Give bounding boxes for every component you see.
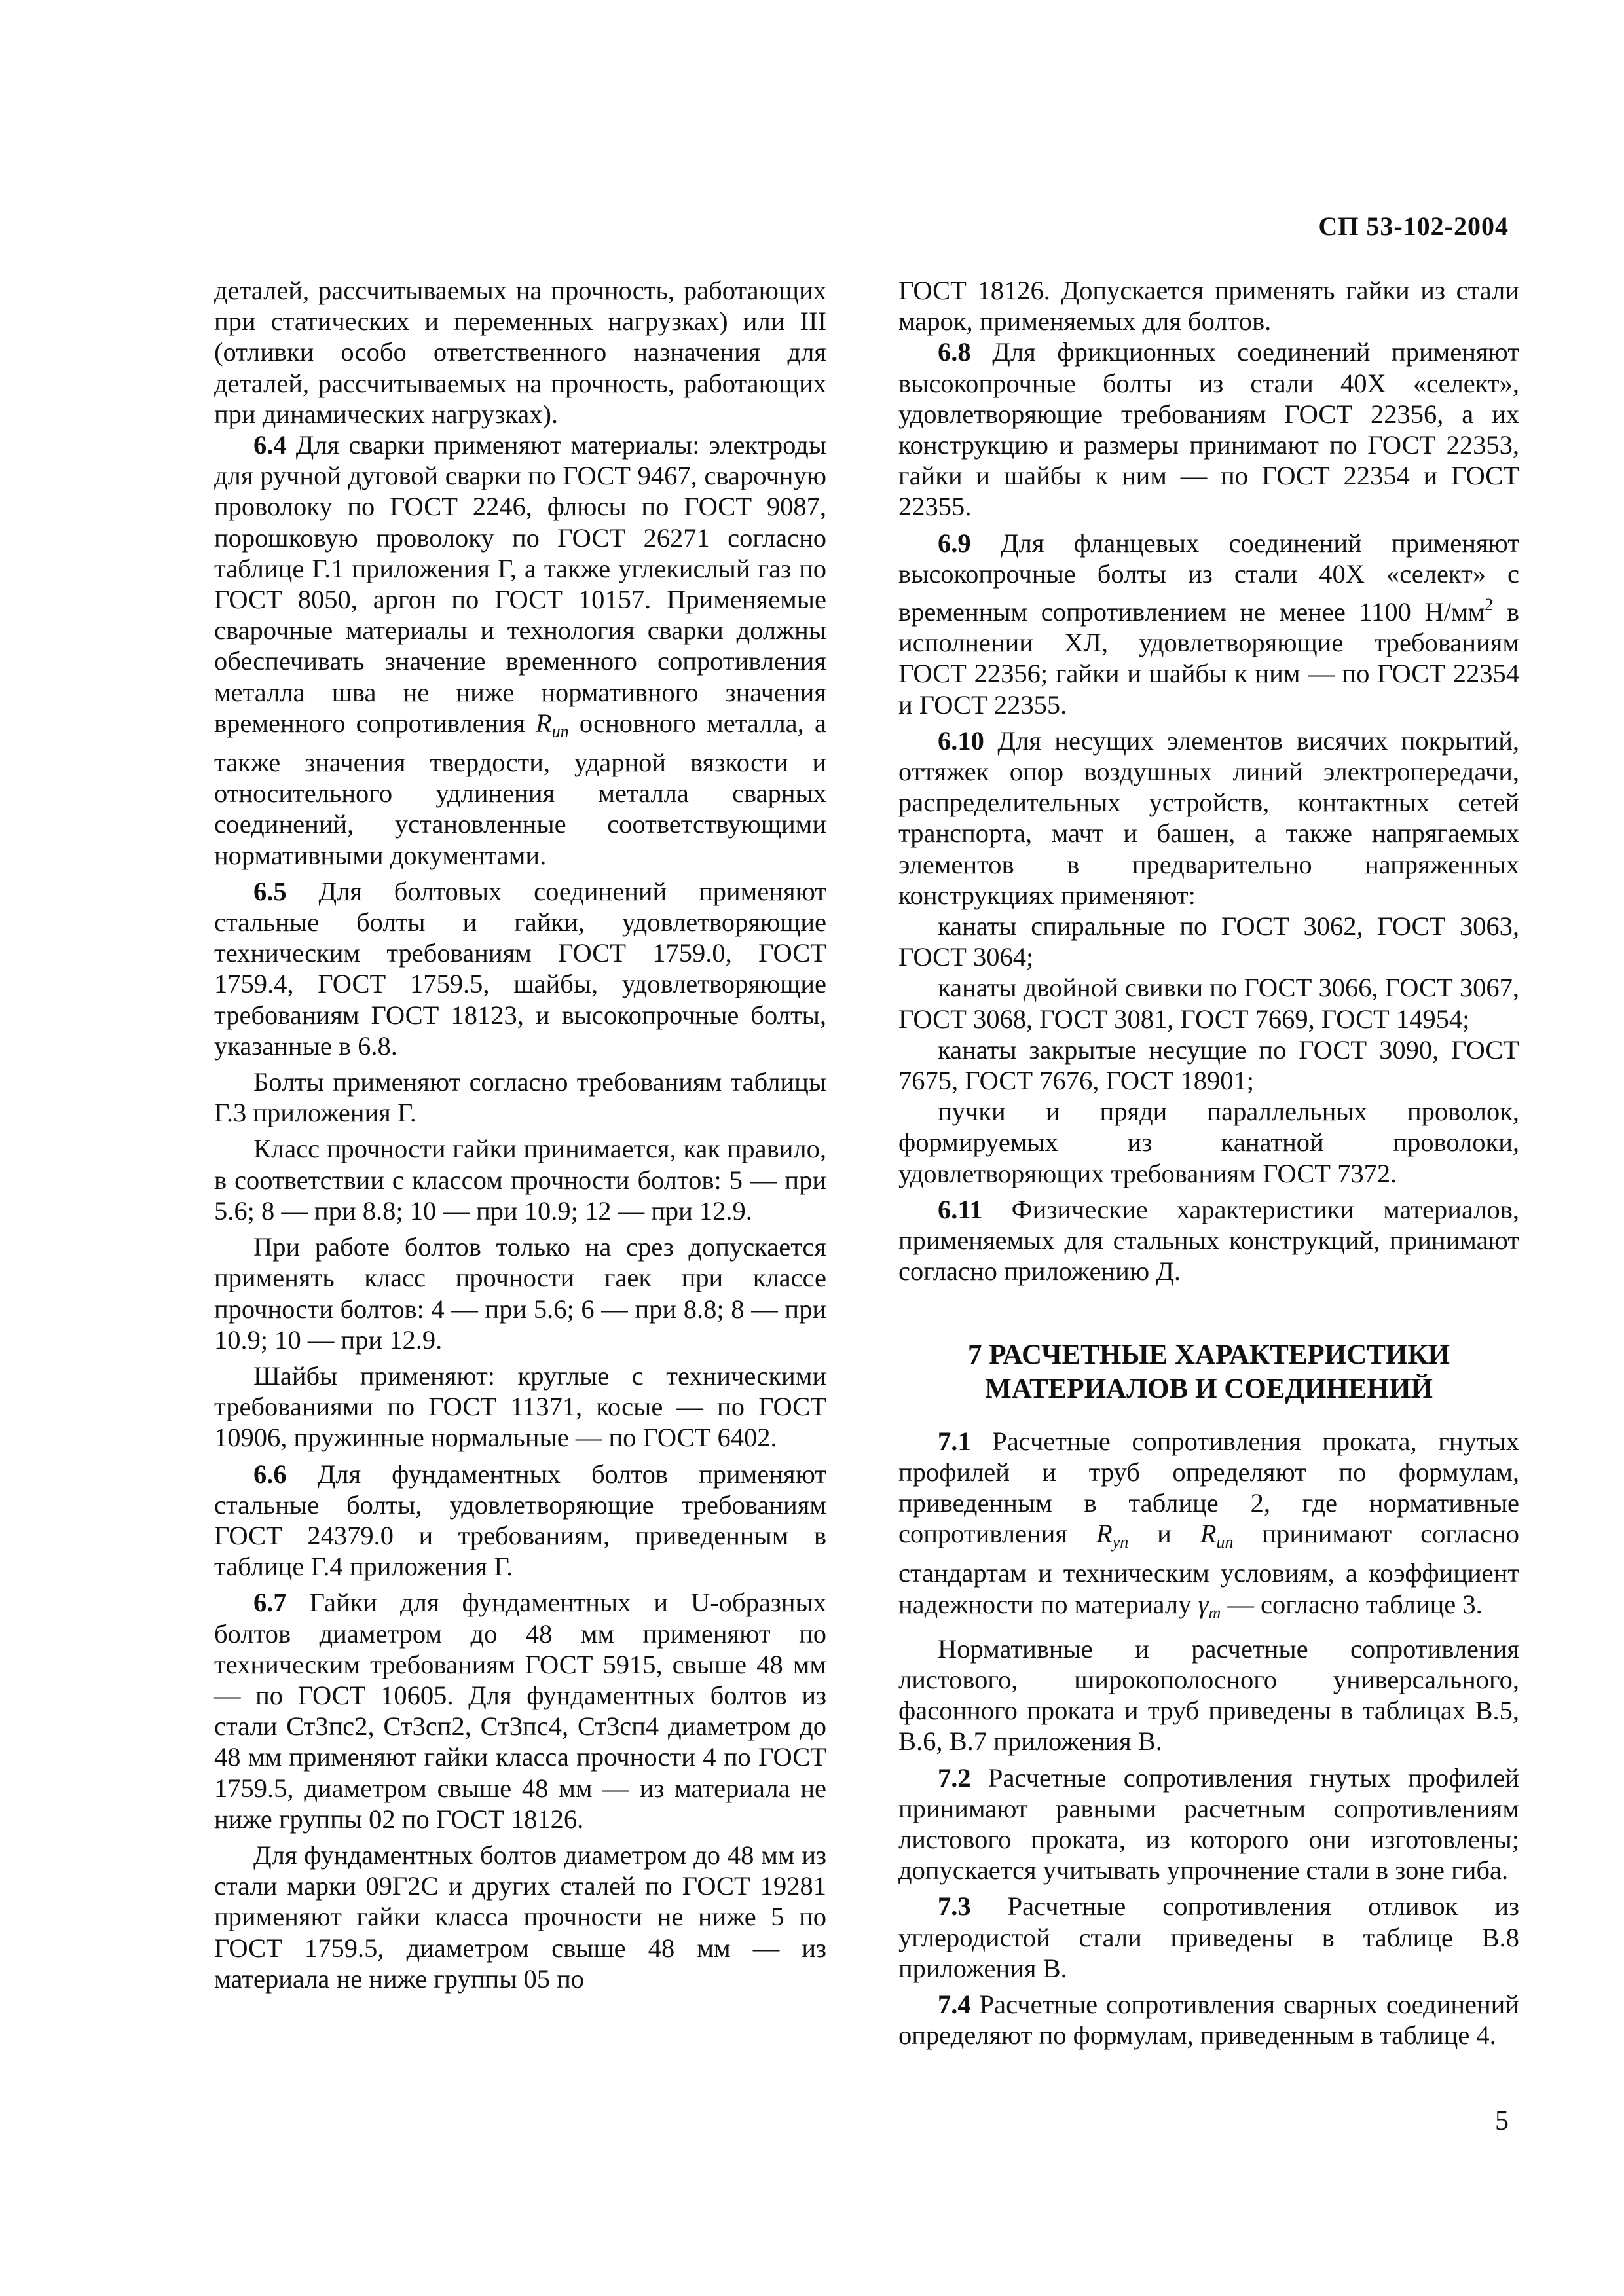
paragraph-continuation: ГОСТ 18126. Допускается применять гайки из стали марок, применяемых для болтов. (898, 276, 1519, 337)
superscript: 2 (1485, 595, 1494, 615)
clause-number: 6.9 (938, 528, 971, 558)
section-title-line: МАТЕРИАЛОВ И СОЕДИНЕНИЙ (985, 1373, 1433, 1404)
list-item: канаты спиральные по ГОСТ 3062, ГОСТ 3063, ГОСТ 3064; (898, 911, 1519, 972)
paragraph-6-11 (898, 1194, 1519, 1287)
page-number: 5 (1495, 2106, 1509, 2136)
paragraph-7-2 (898, 1762, 1519, 1886)
section-title (898, 1338, 1519, 1406)
paragraph-text: Для фланцевых соединений применяют высокопрочные болты из стали 40Х «селект» с временным сопротивлением не менее 1100 Н/мм (898, 528, 1519, 627)
left-text-column (214, 275, 826, 1994)
right-text-column (898, 275, 1519, 2050)
subscript: m (1208, 1603, 1221, 1622)
paragraph-text: Для фрикционных соединений применяют высокопрочные болты из стали 40Х «селект», удовлетворяющие требованиям ГОСТ 22356, а их конструкцию и размеры принимают по ГОСТ 22353, гайки и шайбы к ним — по ГОСТ 22354 и ГОСТ 22355. (898, 337, 1519, 522)
paragraph-7-4 (898, 1989, 1519, 2050)
paragraph-bolts: Болты применяют согласно требованиям таблицы Г.3 приложения Г. (214, 1067, 826, 1128)
paragraph-6-5 (214, 876, 826, 1061)
paragraph-7-1 (898, 1426, 1519, 1628)
paragraph-foundation-bolts: Для фундаментных болтов диаметром до 48 мм из стали марки 09Г2С и других сталей по ГОСТ 19281 применяют гайки класса прочности не ниже 5 по ГОСТ 1759.5, диаметром свыше 48 мм — из материала не ниже группы 05 по (214, 1840, 826, 1994)
symbol-R: R (1200, 1519, 1217, 1549)
paragraph-text: Расчетные сопротивления отливок из углеродистой стали приведены в таблице В.8 приложения В. (898, 1891, 1519, 1983)
paragraph-resistances: Нормативные и расчетные сопротивления листового, широкополосного универсального, фасонного проката и труб приведены в таблицах В.5, В.6, В.7 приложения В. (898, 1633, 1519, 1757)
clause-number: 7.3 (938, 1891, 971, 1922)
paragraph-text: принимают согласно стандартам и техническим условиям, а коэффициент надежности по материалу (898, 1519, 1519, 1619)
paragraph-text: и (1128, 1519, 1200, 1549)
section-title-line: 7 РАСЧЕТНЫЕ ХАРАКТЕРИСТИКИ (968, 1339, 1450, 1370)
clause-number: 6.4 (253, 430, 287, 460)
paragraph-6-7 (214, 1587, 826, 1834)
paragraph-nut-class: Класс прочности гайки принимается, как правило, в соответствии с классом прочности болтов: 5 — при 5.6; 8 — при 8.8; 10 — при 10.9; 12 — при 12.9. (214, 1134, 826, 1226)
subscript: un (1216, 1533, 1234, 1552)
paragraph-text: Для несущих элементов висячих покрытий, оттяжек опор воздушных линий электропередачи, распределительных устройств, контактных сетей транспорта, мачт и башен, а также напрягаемых элементов в предварительно напряженных конструкциях применяют: (898, 725, 1519, 910)
paragraph-text: Расчетные сопротивления проката, гнутых профилей и труб определяют по формулам, приведенным в таблице 2, где нормативные сопротивления (898, 1426, 1519, 1549)
paragraph-text: — согласно таблице 3. (1221, 1589, 1483, 1619)
clause-number: 7.4 (938, 1989, 971, 2019)
clause-number: 6.7 (253, 1588, 287, 1618)
clause-number: 6.11 (938, 1194, 983, 1224)
clause-number: 6.6 (253, 1459, 287, 1489)
subscript: un (551, 721, 569, 741)
paragraph-7-3 (898, 1891, 1519, 1984)
paragraph-text: Физические характеристики материалов, применяемых для стальных конструкций, принимают согласно приложению Д. (898, 1194, 1519, 1286)
clause-number: 6.10 (938, 725, 984, 756)
paragraph-text: Для сварки применяют материалы: электроды для ручной дуговой сварки по ГОСТ 9467, сварочную проволоку по ГОСТ 2246, флюсы по ГОСТ 9087, порошковую проволоку по ГОСТ 26271 согласно таблице Г.1 приложения Г, а также углекислый газ по ГОСТ 8050, аргон по ГОСТ 10157. Применяемые сварочные материалы и технология сварки должны обеспечивать значение временного сопротивления металла шва не ниже нормативного значения временного сопротивления (214, 430, 826, 738)
paragraph-text: Расчетные сопротивления гнутых профилей принимают равными расчетным сопротивлениям листового проката, из которого они изготовлены; допускается учитывать упрочнение стали в зоне гиба. (898, 1762, 1519, 1886)
clause-number: 6.8 (938, 337, 971, 367)
paragraph-6-10 (898, 725, 1519, 911)
paragraph-text: Гайки для фундаментных и U-образных болтов диаметром до 48 мм применяют по техническим требованиям ГОСТ 5915, свыше 48 мм — по ГОСТ 10605. Для фундаментных болтов из стали Ст3пс2, Ст3сп2, Ст3пс4, Ст3сп4 диаметром до 48 мм применяют гайки класса прочности 4 по ГОСТ 1759.5, диаметром свыше 48 мм — из материала не ниже группы 02 по ГОСТ 18126. (214, 1588, 826, 1834)
symbol-R: R (535, 708, 552, 738)
symbol-gamma: γ (1198, 1589, 1209, 1619)
paragraph-6-8 (898, 337, 1519, 522)
paragraph-6-9 (898, 528, 1519, 720)
paragraph-text: Расчетные сопротивления сварных соединений определяют по формулам, приведенным в таблице 4. (898, 1989, 1519, 2050)
paragraph-6-6 (214, 1459, 826, 1582)
clause-number: 7.1 (938, 1426, 971, 1456)
list-item: канаты двойной свивки по ГОСТ 3066, ГОСТ 3067, ГОСТ 3068, ГОСТ 3081, ГОСТ 7669, ГОСТ 14954; (898, 973, 1519, 1034)
paragraph-text: основного металла, а также значения твердости, ударной вязкости и относительного удлинения металла сварных соединений, установленные соответствующими нормативными документами. (214, 708, 826, 870)
paragraph-text: Для болтовых соединений применяют стальные болты и гайки, удовлетворяющие техническим требованиям ГОСТ 1759.0, ГОСТ 1759.4, ГОСТ 1759.5, шайбы, удовлетворяющие требованиям ГОСТ 18123, и высокопрочные болты, указанные в 6.8. (214, 876, 826, 1061)
paragraph-text: в исполнении ХЛ, удовлетворяющие требованиям ГОСТ 22356; гайки и шайбы к ним — по ГОСТ 22354 и ГОСТ 22355. (898, 597, 1519, 720)
symbol-R: R (1096, 1519, 1113, 1549)
list-item: пучки и пряди параллельных проволок, формируемых из канатной проволоки, удовлетворяющих требованиям ГОСТ 7372. (898, 1097, 1519, 1188)
paragraph-text: Для фундаментных болтов применяют стальные болты, удовлетворяющие требованиям ГОСТ 24379.0 и требованиям, приведенным в таблице Г.4 приложения Г. (214, 1459, 826, 1582)
paragraph-washers: Шайбы применяют: круглые с техническими требованиями по ГОСТ 11371, косые — по ГОСТ 10906, пружинные нормальные — по ГОСТ 6402. (214, 1360, 826, 1453)
paragraph-6-4 (214, 429, 826, 871)
document-code-header: СП 53-102-2004 (1318, 211, 1509, 241)
paragraph-continuation: деталей, рассчитываемых на прочность, работающих при статических и переменных нагрузках) или III (отливки особо ответственного назначения для деталей, рассчитываемых на прочность, работающих при динамических нагрузках). (214, 276, 826, 429)
paragraph-shear: При работе болтов только на срез допускается применять класс прочности гаек при классе прочности болтов: 4 — при 5.6; 6 — при 8.8; 8 — при 10.9; 10 — при 12.9. (214, 1232, 826, 1355)
clause-number: 7.2 (938, 1762, 971, 1793)
list-item: канаты закрытые несущие по ГОСТ 3090, ГОСТ 7675, ГОСТ 7676, ГОСТ 18901; (898, 1034, 1519, 1096)
subscript: yn (1112, 1533, 1129, 1552)
clause-number: 6.5 (253, 876, 287, 906)
